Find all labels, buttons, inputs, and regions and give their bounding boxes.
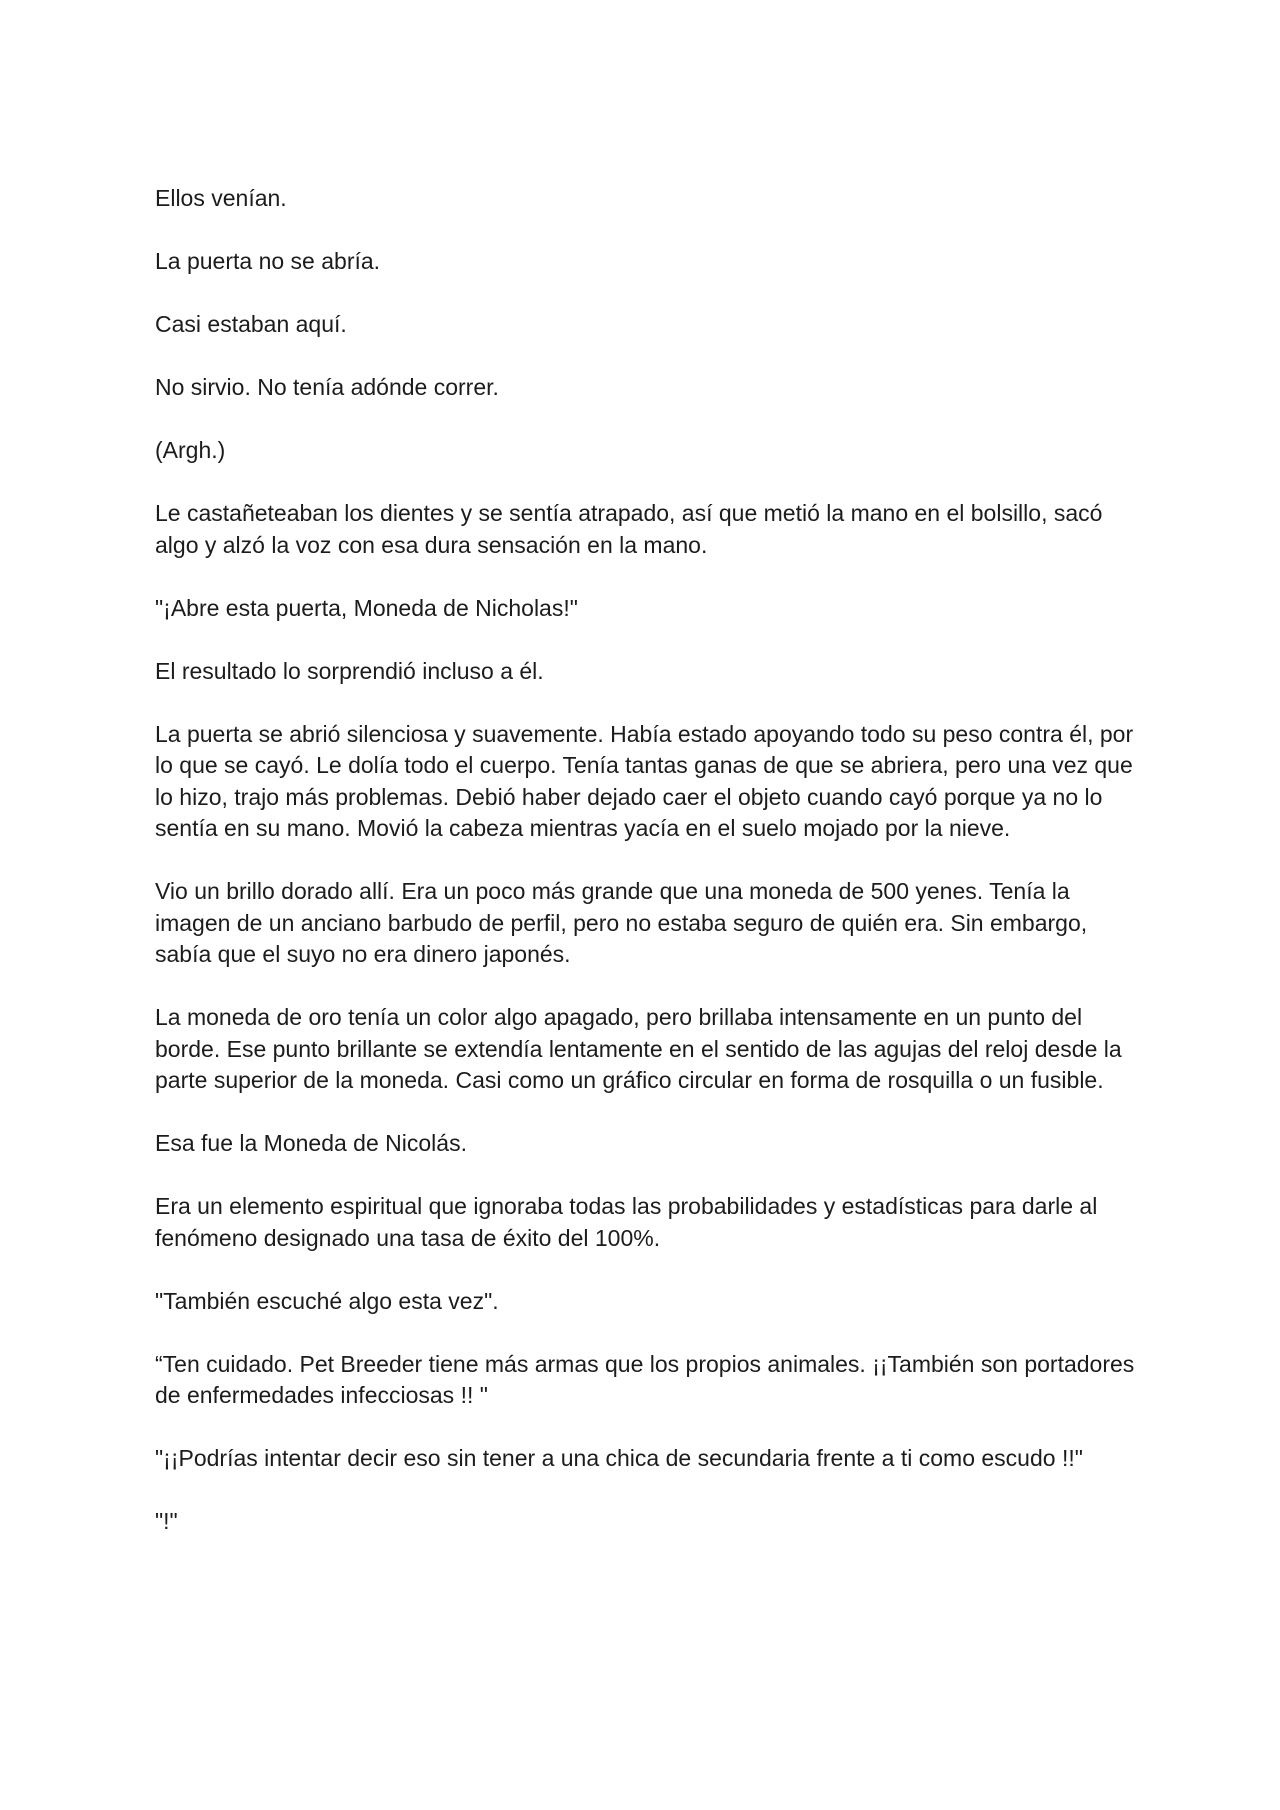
paragraph-8: El resultado lo sorprendió incluso a él. bbox=[155, 657, 544, 684]
paragraph-6: Le castañeteaban los dientes y se sentía atrapado, así que metió la mano en el bolsillo, sacó algo y alzó la voz con esa dura sensación en la mano. bbox=[155, 500, 1103, 558]
paragraph-2: La puerta no se abría. bbox=[155, 248, 381, 274]
paragraph-16: "¡¡Podrías intentar decir eso sin tener a una chica de secundaria frente a ti como escudo !!" bbox=[155, 1445, 1083, 1471]
paragraph-1: Ellos venían. bbox=[155, 185, 287, 211]
paragraph-3: Casi estaban aquí. bbox=[155, 311, 347, 337]
paragraph-10: Vio un brillo dorado allí. Era un poco más grande que una moneda de 500 yenes. Tenía la imagen de un anciano barbudo de perfil, pero no estaba seguro de quién era. Sin embargo, sabía que el suyo no era dinero japonés. bbox=[155, 878, 1088, 967]
paragraph-13: Era un elemento espiritual que ignoraba todas las probabilidades y estadísticas para darle al fenómeno designado una tasa de éxito del 100%. bbox=[155, 1193, 1098, 1251]
paragraph-4: No sirvio. No tenía adónde correr. bbox=[155, 374, 499, 400]
paragraph-12: Esa fue la Moneda de Nicolás. bbox=[155, 1130, 467, 1156]
paragraph-14: "También escuché algo esta vez". bbox=[155, 1287, 499, 1314]
paragraph-15: “Ten cuidado. Pet Breeder tiene más armas que los propios animales. ¡¡También son portadores de enfermedades infecciosas !! " bbox=[155, 1350, 1135, 1408]
paragraph-9: La puerta se abrió silenciosa y suavemente. Había estado apoyando todo su peso contra él, por lo que se cayó. Le dolía todo el cuerpo. Tenía tantas ganas de que se abriera, pero una vez que lo hizo, trajo más problemas. Debió haber dejado caer el objeto cuando cayó porque ya no lo sentía en su mano. Movió la cabeza mientras yacía en el suelo mojado por la nieve. bbox=[155, 720, 1134, 841]
paragraph-17: "!" bbox=[155, 1508, 178, 1534]
paragraph-11: La moneda de oro tenía un color algo apagado, pero brillaba intensamente en un punto del borde. Ese punto brillante se extendía lentamente en el sentido de las agujas del reloj desde la parte superior de la moneda. Casi como un gráfico circular en forma de rosquilla o un fusible. bbox=[155, 1004, 1122, 1093]
paragraph-5: (Argh.) bbox=[155, 437, 226, 463]
paragraph-7: "¡Abre esta puerta, Moneda de Nicholas!" bbox=[155, 594, 578, 621]
